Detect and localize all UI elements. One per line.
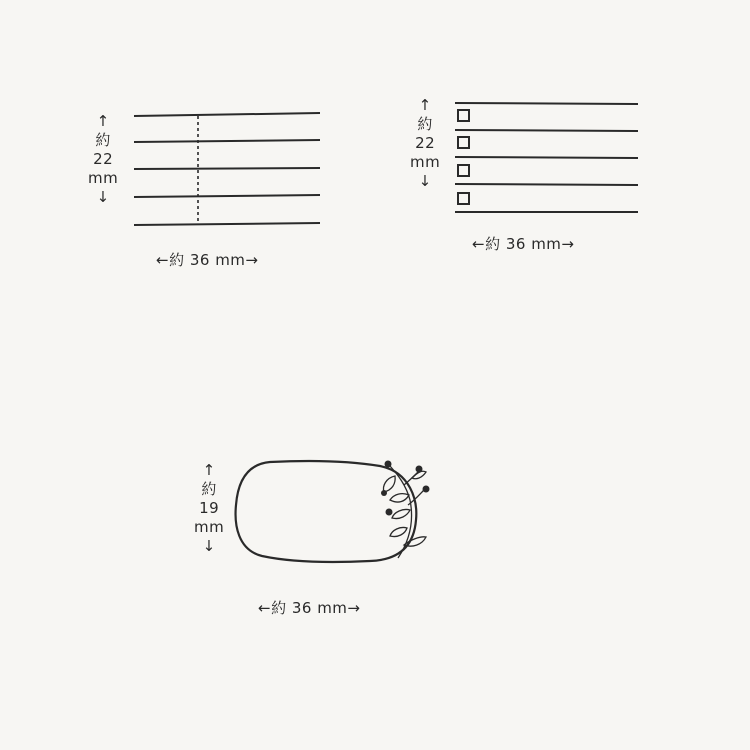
height-value: 19 — [199, 499, 220, 517]
approx-label: 約 — [201, 480, 217, 498]
height-value: 22 — [93, 150, 114, 168]
approx-label: 約 — [417, 115, 433, 133]
arrow-up-icon: ↑ — [96, 112, 110, 130]
approx-label: 約 — [95, 131, 111, 149]
width-dimension: ←約 36 mm→ — [472, 235, 575, 253]
berry-icon — [381, 490, 387, 496]
arrow-down-icon: ↓ — [96, 188, 110, 206]
berry-icon — [423, 486, 430, 493]
arrow-down-icon: ↓ — [202, 537, 216, 555]
berry-icon — [385, 461, 392, 468]
arrow-down-icon: ↓ — [418, 172, 432, 190]
height-value: 22 — [415, 134, 436, 152]
arrow-up-icon: ↑ — [418, 96, 432, 114]
width-dimension: ←約 36 mm→ — [156, 251, 259, 269]
arrow-up-icon: ↑ — [202, 461, 216, 479]
width-dimension: ←約 36 mm→ — [258, 599, 361, 617]
berry-icon — [386, 509, 393, 516]
height-unit: mm — [194, 518, 225, 536]
berry-icon — [416, 466, 423, 473]
height-unit: mm — [410, 153, 441, 171]
height-unit: mm — [88, 169, 119, 187]
